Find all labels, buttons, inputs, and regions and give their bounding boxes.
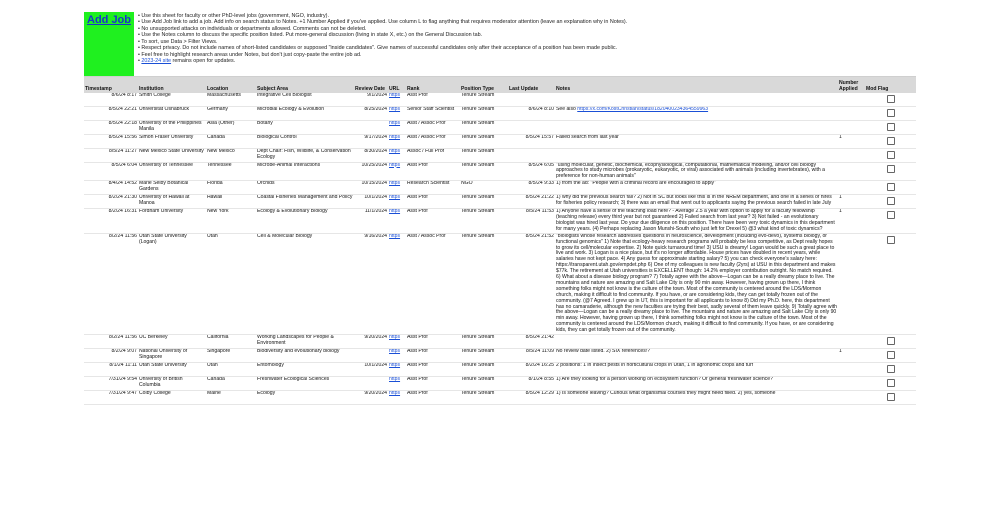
review-date-cell[interactable]: 9/17/2024 (354, 134, 388, 148)
url-link[interactable] (388, 93, 406, 106)
position-type-cell[interactable]: Tenure Stream (460, 106, 508, 120)
timestamp-cell[interactable]: 8/1/24 11:11 (84, 362, 138, 376)
notes-cell[interactable]: No review date listed. 2) SIX references!? (555, 349, 838, 363)
job-url-link[interactable]: https (389, 162, 401, 168)
mod-flag-cell (865, 390, 916, 404)
job-url-link[interactable]: https (389, 376, 401, 382)
column-header[interactable]: Mod Flag (865, 77, 916, 93)
institution-cell[interactable]: University of British Columbia (138, 376, 206, 390)
mod-flag-cell (865, 349, 916, 363)
mod-flag-cell (865, 362, 916, 376)
number-applied-cell[interactable]: 1 (838, 349, 865, 363)
mod-flag-checkbox[interactable] (887, 236, 895, 244)
rank-cell[interactable]: Asst / Assoc Prof (406, 233, 460, 334)
institution-cell[interactable]: University of Hawaii at Manoa (138, 195, 206, 209)
subject-area-cell[interactable]: Botany (256, 120, 354, 134)
url-link[interactable] (388, 162, 406, 181)
rank-cell[interactable]: Asst Prof (406, 209, 460, 234)
rank-cell[interactable]: Asst / Assoc Prof (406, 120, 460, 134)
last-update-cell[interactable]: 8/5/24 9:33 (508, 181, 555, 195)
last-update-cell[interactable]: 8/5/24 21:22 (508, 195, 555, 209)
mod-flag-checkbox[interactable] (887, 197, 895, 205)
notes-cell[interactable]: 2 positions: 1 in insect pests in horticultural crops in Utah, 1 in agronomic crops and turf (555, 362, 838, 376)
table-row[interactable] (84, 335, 916, 349)
review-date-cell[interactable] (354, 349, 388, 363)
job-url-link[interactable]: https (389, 93, 401, 98)
instructions-banner (84, 12, 916, 77)
job-url-link[interactable]: https (389, 194, 401, 201)
url-link[interactable] (388, 376, 406, 390)
number-applied-cell[interactable]: 1 (838, 209, 865, 234)
notes-cell[interactable]: 1) Are they looking for a person working on ecosystem function? Or general freshwater science? (555, 376, 838, 390)
mod-flag-cell (865, 209, 916, 234)
subject-area-cell[interactable]: Coastal Fisheries Management and Policy (256, 195, 354, 209)
location-cell[interactable]: Utah (206, 362, 256, 376)
notes-cell[interactable] (555, 93, 838, 106)
review-date-cell[interactable] (354, 376, 388, 390)
url-link[interactable] (388, 362, 406, 376)
institution-cell[interactable]: Smith College (138, 93, 206, 106)
last-update-cell[interactable] (508, 120, 555, 134)
number-applied-cell[interactable] (838, 148, 865, 162)
last-update-cell[interactable]: 8/5/24 15:57 (508, 134, 555, 148)
mod-flag-cell (865, 134, 916, 148)
institution-cell[interactable]: Marie Selby Botanical Gardens (138, 181, 206, 195)
table-row[interactable] (84, 362, 916, 376)
mod-flag-cell (865, 162, 916, 181)
mod-flag-checkbox[interactable] (887, 393, 895, 401)
institution-cell[interactable]: Utah State University (Logan) (138, 233, 206, 334)
table-row[interactable] (84, 376, 916, 390)
column-header[interactable]: Last Update (508, 77, 555, 93)
subject-area-cell[interactable]: Entomology (256, 362, 354, 376)
location-cell[interactable]: New York (206, 209, 256, 234)
job-url-link[interactable]: https (389, 233, 401, 239)
rank-cell[interactable]: Asst Prof (406, 195, 460, 209)
mod-flag-checkbox[interactable] (887, 365, 895, 373)
table-row[interactable] (84, 162, 916, 181)
position-type-cell[interactable]: Tenure Stream (460, 195, 508, 209)
location-cell[interactable]: Germany (206, 106, 256, 120)
rank-cell[interactable]: Asst Prof (406, 162, 460, 181)
notes-cell[interactable]: "biologists whose research addresses questions in neuroscience, development (including evo-devo), systems biology, or functional genomics" 1) Note that ecology-heavy research programs will probably be less competitive, as Dept really hopes to grow its cell/molecular expertise. 2) Note quick turnaround time! 3) USU is dreamy! Logan would be such a great place to live and work. 3) Logan is a nice place, but it's no longer affordable. House prices have doubled in recent years, while salaries have not kept pace. 4) Any guess for approximate starting salary? 5) you can check everyone's salary here: https://transparent.utah.gov/empdet.php 6) One of my colleagues is new faculty (2yrs) at USU in this department and makes $77k. The retirement at Utah universities is EXCELLENT though: 14.2% employer contribution outright. No match required. 6) What about a disease biology program? 7) Totally agree with the above—Logan can be a really dreamy place to live. The mountains and nature are amazing and Salt Lake City is only 90 min away. However, having grown up there, I think something folks might not know is the culture of the town. Most of the community is centered around the LDS/Mormon church, making it difficult to find community. If you have, or are considering kids, they can get totally frozen out of the community. (@7 Agreed. I grew up in UT, this is important for all applicants to know 8) Did my Ph.D. here, this department has no camaraderie, although the new faculties are trying their best, sadly several of them leave quickly. 9) Totally agree with the above—Logan can be a really dreamy place to live. The mountains and nature are amazing and Salt Lake City is only 90 min away. However, having grown up there, I think something folks might not know is the culture of the town. Most of the community is centered around the LDS/Mormon church, making it difficult to find community. If you have, or are considering kids, they can get totally frozen out of the community. (556, 233, 837, 334)
subject-area-cell[interactable]: Cell & Molecular Biology (256, 233, 354, 334)
mod-flag-cell (865, 335, 916, 349)
instruction-item: • Use the Notes column to discuss the specific position listed. Put more-general discussion (living in state X, etc.) on the General Discussion tab. (138, 32, 627, 38)
column-header[interactable]: Review Date (354, 77, 388, 93)
location-cell[interactable]: Tennessee (206, 162, 256, 181)
timestamp-cell[interactable]: 8/2/24 9:07 (84, 349, 138, 363)
number-applied-cell[interactable] (838, 93, 865, 106)
job-url-link[interactable]: https (389, 148, 401, 154)
location-cell[interactable]: Maine (206, 390, 256, 404)
notes-cell[interactable]: 1) Anyone have a sense of the teaching load here? - Average 2.5 a year with option to apply for a faculty fellowship (teaching release) every third year but not guaranteed 2) Failed search from last year? 3) Not failed - an evolutionary biologist was hired last year. Do your due diligence on this position. There have been very toxic dynamics in this department for many years. (4) Perhaps replacing Jason Munshi-South who just left for Drexel 5) @3 what kind of toxic dynamics? (555, 209, 838, 234)
column-header[interactable]: Rank (406, 77, 460, 93)
subject-area-cell[interactable]: Microbe-Animal Interactions (256, 162, 354, 181)
mod-flag-cell (865, 181, 916, 195)
last-update-cell[interactable] (508, 148, 555, 162)
review-date-cell[interactable] (354, 120, 388, 134)
mod-flag-checkbox[interactable] (887, 211, 895, 219)
position-type-cell[interactable]: Tenure Stream (460, 134, 508, 148)
rank-cell[interactable]: Asst / Assoc Prof (406, 134, 460, 148)
job-url-link[interactable]: https (389, 180, 401, 187)
rank-cell[interactable]: Asst Prof (406, 335, 460, 349)
mod-flag-checkbox[interactable] (887, 95, 895, 103)
institution-cell[interactable]: Universität Osnabrück (138, 106, 206, 120)
instruction-item: • Respect privacy. Do not include names of short-listed candidates or supposed "inside candidates". Give names of successful candidates only after their acceptance of a position has been made public. (138, 45, 627, 51)
instruction-text: remains open for updates. (171, 58, 236, 65)
url-link[interactable] (388, 106, 406, 120)
location-cell[interactable]: Hawaii (206, 195, 256, 209)
rank-cell[interactable]: Asst Prof (406, 390, 460, 404)
number-applied-cell[interactable] (838, 120, 865, 134)
review-date-cell[interactable]: 9/1/2024 (354, 93, 388, 106)
review-date-cell[interactable]: 9/20/2024 (354, 335, 388, 349)
header-row (84, 77, 916, 93)
mod-flag-cell (865, 148, 916, 162)
url-link[interactable] (388, 181, 406, 195)
job-url-link[interactable]: https (389, 348, 401, 354)
timestamp-cell[interactable]: 7/31/24 9:47 (84, 390, 138, 404)
subject-area-cell[interactable]: Ecology (256, 390, 354, 404)
previous-site-link[interactable]: 2023-24 site (141, 58, 172, 65)
timestamp-cell[interactable]: 8/2/24 16:31 (84, 209, 138, 234)
table-row[interactable] (84, 148, 916, 162)
institution-cell[interactable]: Fordham University (138, 209, 206, 234)
rank-cell[interactable]: Asst Prof (406, 362, 460, 376)
review-date-cell[interactable]: 9/16/2024 (354, 233, 388, 334)
last-update-cell[interactable]: 8/5/24 11:53 (508, 209, 555, 234)
notes-cell[interactable] (555, 106, 838, 120)
url-link[interactable] (388, 233, 406, 334)
last-update-cell[interactable]: 8/5/24 12:29 (508, 390, 555, 404)
timestamp-cell[interactable]: 8/5/24 22:21 (84, 106, 138, 120)
job-url-link[interactable]: https (389, 334, 401, 341)
rank-cell[interactable]: Asst Prof (406, 349, 460, 363)
timestamp-cell[interactable]: 8/2/24 11:56 (84, 335, 138, 349)
institution-cell[interactable]: National University of Singapore (138, 349, 206, 363)
column-header[interactable]: URL (388, 77, 406, 93)
jobs-table (84, 77, 916, 405)
column-header[interactable]: Location (206, 77, 256, 93)
review-date-cell[interactable]: 11/1/2024 (354, 209, 388, 234)
url-link[interactable] (388, 335, 406, 349)
mod-flag-cell (865, 106, 916, 120)
instruction-item: • Feel free to highlight research areas under Notes, but don't just copy-paste the entire job ad. (138, 52, 627, 58)
institution-cell[interactable]: Colby College (138, 390, 206, 404)
review-date-cell[interactable]: 10/1/2024 (354, 362, 388, 376)
table-row[interactable] (84, 349, 916, 363)
position-type-cell[interactable]: Tenure Stream (460, 120, 508, 134)
table-body (84, 93, 916, 404)
location-cell[interactable]: Utah (206, 233, 256, 334)
notes-link[interactable]: https://x.com/KostChristian/status/1820400234364559963 (577, 106, 709, 112)
institution-cell[interactable]: University of the Philippines Manila (138, 120, 206, 134)
position-type-cell[interactable]: NGO (460, 181, 508, 195)
number-applied-cell[interactable] (838, 233, 865, 334)
position-type-cell[interactable]: Tenure Stream (460, 376, 508, 390)
mod-flag-cell (865, 120, 916, 134)
review-date-cell[interactable]: 8/30/2024 (354, 148, 388, 162)
last-update-cell[interactable]: 8/2/24 16:25 (508, 362, 555, 376)
review-date-cell[interactable]: 10/25/2024 (354, 162, 388, 181)
position-type-cell[interactable]: Tenure Stream (460, 93, 508, 106)
timestamp-cell[interactable]: 8/6/24 8:17 (84, 93, 138, 106)
subject-area-cell[interactable]: Freshwater Ecological Sciences (256, 376, 354, 390)
column-header[interactable]: Subject Area (256, 77, 354, 93)
notes-cell[interactable] (555, 335, 838, 349)
mod-flag-checkbox[interactable] (887, 379, 895, 387)
number-applied-cell[interactable]: 1 (838, 195, 865, 209)
subject-area-cell[interactable]: Dept Chair: Fish, Wildlife, & Conservation Ecology (256, 148, 354, 162)
timestamp-cell[interactable]: 8/5/24 15:56 (84, 134, 138, 148)
location-cell[interactable]: Florida (206, 181, 256, 195)
url-link[interactable] (388, 134, 406, 148)
column-header[interactable]: Notes (555, 77, 838, 93)
number-applied-cell[interactable] (838, 106, 865, 120)
position-type-cell[interactable]: Tenure Stream (460, 349, 508, 363)
notes-cell[interactable]: 1) Is someone leaving? Curious what organismal courses they might need filled. 2) yes, someone (555, 390, 838, 404)
add-job-link[interactable]: Add Job (87, 14, 131, 26)
position-type-cell[interactable]: Tenure Stream (460, 362, 508, 376)
instruction-item: • No unsupported attacks on individuals or departments allowed. Comments can not be deleted. (138, 26, 627, 32)
table-row[interactable] (84, 93, 916, 106)
number-applied-cell[interactable] (838, 335, 865, 349)
subject-area-cell[interactable]: Working Landscapes for People & Environment (256, 335, 354, 349)
job-url-link[interactable]: https (389, 134, 401, 140)
rank-cell[interactable]: Assoc / Full Prof (406, 148, 460, 162)
subject-area-cell[interactable]: Integrative Cell Biologist (256, 93, 354, 106)
notes-cell[interactable] (555, 120, 838, 134)
mod-flag-checkbox[interactable] (887, 183, 895, 191)
last-update-cell[interactable]: 8/5/24 21:42 (508, 335, 555, 349)
instruction-item: • Use this sheet for faculty or other PhD-level jobs (government, NGO, industry). (138, 13, 627, 19)
table-row[interactable] (84, 181, 916, 195)
last-update-cell[interactable]: 8/5/24 21:52 (508, 233, 555, 334)
column-header[interactable]: Position Type (460, 77, 508, 93)
position-type-cell[interactable]: Tenure Stream (460, 233, 508, 334)
subject-area-cell[interactable]: Biological Control (256, 134, 354, 148)
institution-cell[interactable]: University of Tennessee (138, 162, 206, 181)
last-update-cell[interactable]: 8/5/24 6:05 (508, 162, 555, 181)
review-date-cell[interactable]: 9/20/2024 (354, 390, 388, 404)
table-row[interactable] (84, 195, 916, 209)
rank-cell[interactable]: Research Scientist (406, 181, 460, 195)
timestamp-cell[interactable]: 8/5/24 11:27 (84, 148, 138, 162)
job-url-link[interactable]: https (389, 362, 401, 368)
location-cell[interactable]: Singapore (206, 349, 256, 363)
table-row[interactable] (84, 134, 916, 148)
job-url-link[interactable]: https (389, 390, 401, 396)
mod-flag-checkbox[interactable] (887, 351, 895, 359)
instructions-list (134, 12, 627, 76)
location-cell[interactable]: Asia (Other) (206, 120, 256, 134)
table-row[interactable] (84, 209, 916, 234)
number-applied-cell[interactable] (838, 390, 865, 404)
timestamp-cell[interactable]: 8/4/24 14:52 (84, 181, 138, 195)
number-applied-cell[interactable] (838, 162, 865, 181)
timestamp-cell[interactable]: 8/5/24 6:04 (84, 162, 138, 181)
position-type-cell[interactable]: Tenure Stream (460, 209, 508, 234)
url-link[interactable] (388, 209, 406, 234)
location-cell[interactable]: Massachusetts (206, 93, 256, 106)
position-type-cell[interactable]: Tenure Stream (460, 390, 508, 404)
position-type-cell[interactable]: Tenure Stream (460, 162, 508, 181)
rank-cell[interactable]: Asst Prof (406, 93, 460, 106)
mod-flag-checkbox[interactable] (887, 337, 895, 345)
notes-text: See also (556, 106, 578, 112)
instruction-item: • To sort, use Data > Filter Views. (138, 39, 627, 45)
url-link[interactable] (388, 390, 406, 404)
institution-cell[interactable]: Utah State University (138, 362, 206, 376)
mod-flag-cell (865, 376, 916, 390)
mod-flag-checkbox[interactable] (887, 165, 895, 173)
column-header[interactable]: Timestamp (84, 77, 138, 93)
rank-cell[interactable]: Senior Staff Scientist (406, 106, 460, 120)
rank-cell[interactable]: Asst Prof (406, 376, 460, 390)
mod-flag-checkbox[interactable] (887, 151, 895, 159)
job-url-link[interactable]: https (389, 208, 401, 215)
subject-area-cell[interactable]: Microbial Ecology & Evolution (256, 106, 354, 120)
column-header[interactable]: Institution (138, 77, 206, 93)
institution-cell[interactable]: New Mexico State University (138, 148, 206, 162)
table-row[interactable] (84, 120, 916, 134)
table-row[interactable] (84, 106, 916, 120)
spreadsheet (84, 12, 916, 405)
job-url-link[interactable]: https (389, 106, 401, 112)
notes-cell[interactable]: "using molecular, genetic, biochemical, ecophysiological, computational, mathematical modeling, and/or cell biology approaches to study microbes (prokaryotic, eukaryotic, or viral) associated with animals (including invertebrates), with a preference for non-human animals" (555, 162, 838, 181)
url-link[interactable] (388, 349, 406, 363)
mod-flag-checkbox[interactable] (887, 109, 895, 117)
mod-flag-cell (865, 93, 916, 106)
institution-cell[interactable]: Simon Fraser University (138, 134, 206, 148)
timestamp-cell[interactable]: 8/5/24 22:18 (84, 120, 138, 134)
location-cell[interactable]: Canada (206, 376, 256, 390)
subject-area-cell[interactable]: Biodiversity and evolutionary biology (256, 349, 354, 363)
last-update-cell[interactable] (508, 93, 555, 106)
last-update-cell[interactable]: 8/6/24 8:10 (508, 106, 555, 120)
position-type-cell[interactable]: Tenure Stream (460, 148, 508, 162)
mod-flag-checkbox[interactable] (887, 137, 895, 145)
position-type-cell[interactable]: Tenure Stream (460, 335, 508, 349)
url-link[interactable] (388, 195, 406, 209)
number-applied-cell[interactable]: 1 (838, 134, 865, 148)
location-cell[interactable]: Canada (206, 134, 256, 148)
notes-cell[interactable] (555, 148, 838, 162)
timestamp-cell[interactable]: 7/31/24 9:54 (84, 376, 138, 390)
notes-cell[interactable]: 1) why did the previous search fail? 2) Not in SC but looks like this is in the NREM department, and one in a series of hires for fisheries policy research; 3) there was an email that went out to applicants saying the previous search failed in late July (555, 195, 838, 209)
notes-cell[interactable]: Failed search from last year (555, 134, 838, 148)
column-header[interactable]: Number Applied (838, 77, 865, 93)
number-applied-cell[interactable] (838, 376, 865, 390)
url-link[interactable] (388, 120, 406, 134)
last-update-cell[interactable]: 8/5/24 11:09 (508, 349, 555, 363)
instruction-item: • Use Add Job link to add a job. Add info on search status to Notes. +1 Number Applied if you've applied. Use column L to flag anything that requires moderator attention (leave an explanation why in Notes). (138, 19, 627, 25)
number-applied-cell[interactable] (838, 181, 865, 195)
url-link[interactable] (388, 148, 406, 162)
mod-flag-cell (865, 233, 916, 334)
subject-area-cell[interactable]: Ecology & Evolutionary Biology (256, 209, 354, 234)
review-date-cell[interactable]: 10/1/2024 (354, 195, 388, 209)
job-url-link[interactable]: https (389, 120, 401, 126)
timestamp-cell[interactable]: 8/2/24 11:56 (84, 233, 138, 334)
institution-cell[interactable]: UC Berkeley (138, 335, 206, 349)
number-applied-cell[interactable] (838, 362, 865, 376)
review-date-cell[interactable]: 8/25/2024 (354, 106, 388, 120)
notes-cell[interactable]: 1) from the ad: "People with a criminal record are encouraged to apply" (555, 181, 838, 195)
mod-flag-checkbox[interactable] (887, 123, 895, 131)
timestamp-cell[interactable]: 8/2/24 21:30 (84, 195, 138, 209)
review-date-cell[interactable]: 10/15/2024 (354, 181, 388, 195)
add-job-cell (84, 12, 134, 76)
instruction-item (138, 58, 627, 64)
last-update-cell[interactable]: 8/1/24 8:55 (508, 376, 555, 390)
mod-flag-cell (865, 195, 916, 209)
table-row[interactable] (84, 390, 916, 404)
subject-area-cell[interactable]: Orchids (256, 181, 354, 195)
location-cell[interactable]: California (206, 335, 256, 349)
location-cell[interactable]: New Mexico (206, 148, 256, 162)
table-row[interactable] (84, 233, 916, 334)
